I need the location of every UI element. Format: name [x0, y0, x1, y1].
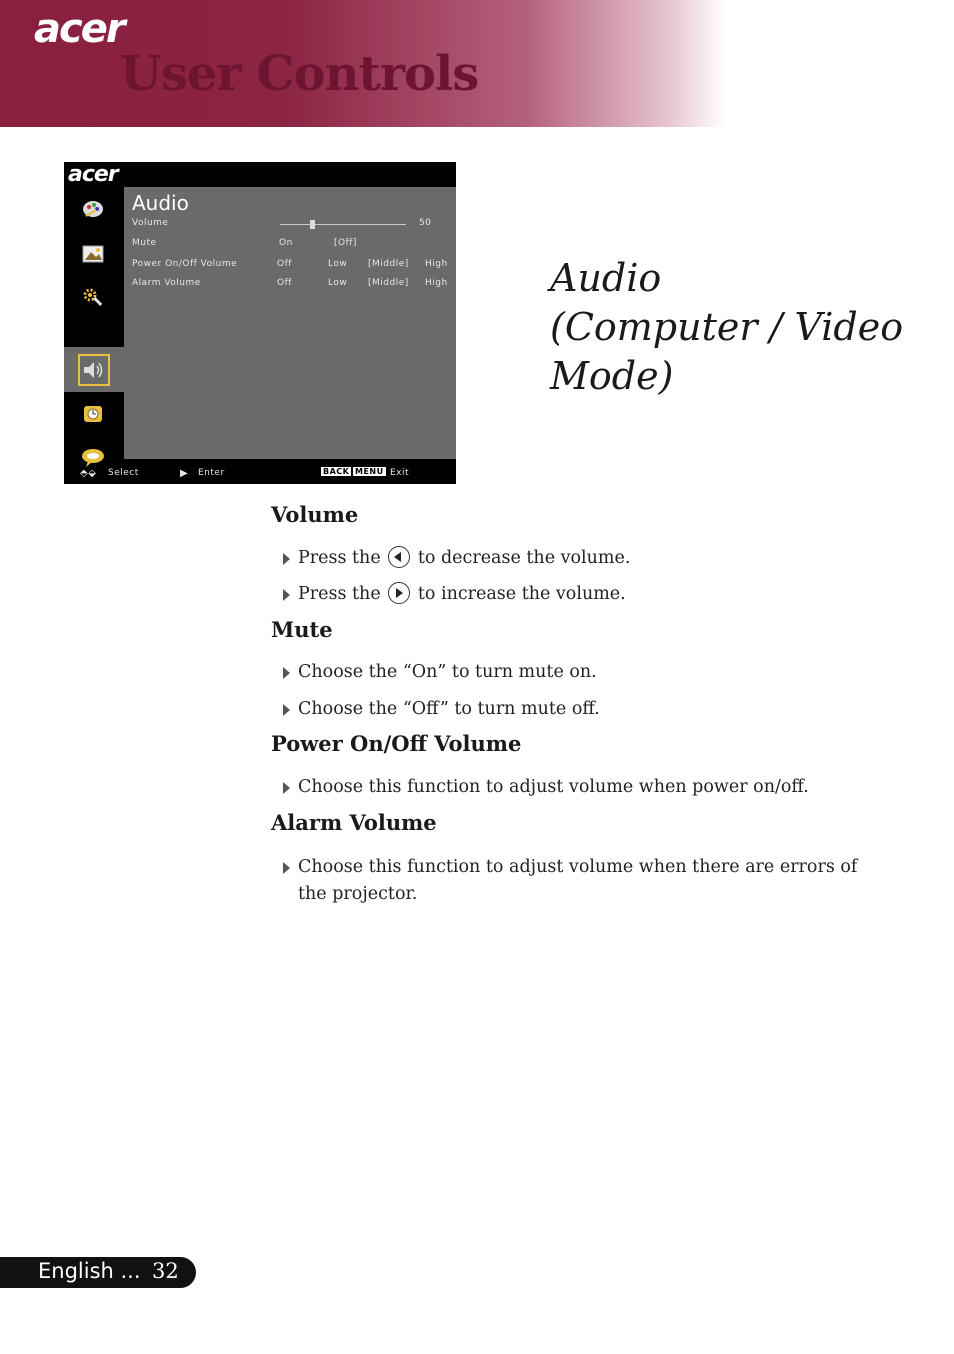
mute-heading: Mute: [271, 617, 333, 642]
bullet-arrow-icon: [283, 862, 290, 874]
osd-footer-exit: Exit: [390, 468, 410, 478]
power-volume-heading: Power On/Off Volume: [271, 731, 522, 756]
bullet-text: to increase the volume.: [417, 584, 626, 604]
volume-heading: Volume: [271, 502, 359, 527]
bullet-text: Choose the “Off” to turn mute off.: [298, 699, 600, 719]
osd-volume-slider: [280, 224, 406, 225]
bullet-item: [298, 581, 898, 608]
osd-heading: Audio: [132, 191, 189, 215]
osd-option: High: [425, 259, 448, 269]
clock-icon: [78, 399, 108, 429]
bullet-text: Press the: [298, 584, 381, 604]
osd-option: [Middle]: [368, 259, 409, 269]
osd-option: Low: [328, 278, 348, 288]
osd-volume-knob: [310, 220, 315, 229]
alarm-volume-heading: Alarm Volume: [271, 810, 437, 835]
osd-screenshot: [64, 162, 456, 484]
page-number: 32: [152, 1259, 179, 1283]
osd-option: [Off]: [334, 238, 357, 248]
osd-volume-value: 50: [419, 218, 432, 228]
osd-option: On: [279, 238, 293, 248]
palette-icon: [78, 194, 108, 224]
footer-language: English ...: [38, 1259, 141, 1283]
page-footer-tab: [0, 1257, 196, 1288]
osd-option: [Middle]: [368, 278, 409, 288]
side-title-line: Audio: [550, 256, 662, 300]
osd-option: Low: [328, 259, 348, 269]
bullet-text: Choose this function to adjust volume when there are errors of the projector.: [298, 857, 858, 904]
settings-tools-icon: [78, 283, 108, 313]
bullet-text: Choose the “On” to turn mute on.: [298, 662, 597, 682]
osd-menu-key: MENU: [355, 467, 384, 476]
left-arrow-button-icon: [388, 546, 410, 568]
osd-footer: [64, 459, 456, 484]
osd-row-label: Power On/Off Volume: [132, 259, 238, 269]
bullet-item: [298, 854, 878, 908]
osd-row-label: Mute: [132, 238, 157, 248]
section-side-title: [550, 254, 930, 401]
osd-row-label: Alarm Volume: [132, 278, 201, 288]
osd-row-mute: [124, 238, 456, 252]
osd-footer-enter: Enter: [198, 468, 225, 478]
right-arrow-circle-icon: ▶: [180, 468, 189, 479]
bullet-text: Choose this function to adjust volume when power on/off.: [298, 777, 809, 797]
bullet-item: [298, 696, 898, 723]
osd-row-label: Volume: [132, 218, 169, 228]
bullet-arrow-icon: [283, 782, 290, 794]
bullet-arrow-icon: [283, 667, 290, 679]
bullet-arrow-icon: [283, 704, 290, 716]
osd-option: Off: [277, 259, 292, 269]
header-band: [0, 0, 954, 127]
side-title-line: Mode): [550, 354, 674, 398]
side-title-line: (Computer / Video: [550, 305, 904, 349]
bullet-item: [298, 774, 898, 801]
up-down-icon: ⬘⬙: [80, 468, 97, 479]
osd-row-power-volume: [124, 259, 456, 273]
osd-audio-panel: [124, 187, 456, 459]
bullet-text: Press the: [298, 548, 381, 568]
osd-row-alarm-volume: [124, 278, 456, 292]
bullet-item: [298, 659, 898, 686]
bullet-item: [298, 545, 898, 572]
bullet-arrow-icon: [283, 589, 290, 601]
osd-sidebar: [64, 187, 124, 459]
picture-icon: [78, 239, 108, 269]
speaker-icon: [78, 355, 108, 385]
osd-back-key: BACK: [323, 467, 350, 476]
bullet-text: to decrease the volume.: [417, 548, 631, 568]
page-title: User Controls: [120, 46, 479, 102]
osd-acer-logo: acer: [68, 162, 118, 187]
osd-footer-select: Select: [108, 468, 139, 478]
osd-option: High: [425, 278, 448, 288]
bullet-arrow-icon: [283, 553, 290, 565]
osd-row-volume: [124, 218, 456, 232]
acer-logo: acer: [34, 6, 124, 52]
osd-option: Off: [277, 278, 292, 288]
right-arrow-button-icon: [388, 582, 410, 604]
